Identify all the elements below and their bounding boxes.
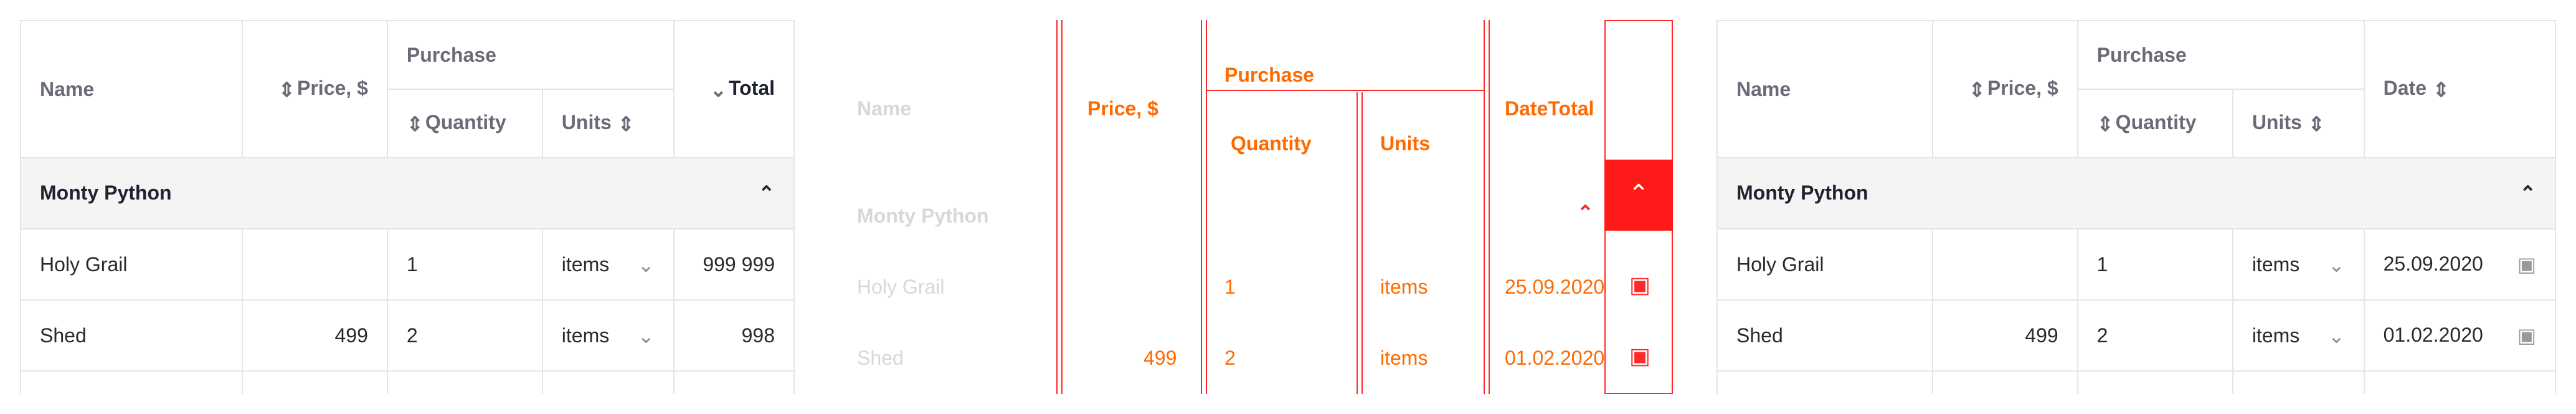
col-header-quantity[interactable]: ⇕Quantity xyxy=(387,89,542,158)
group-row[interactable]: Monty Python ⌃ xyxy=(1717,158,2555,229)
price-highlight: 499 xyxy=(1144,347,1177,369)
table-right xyxy=(1717,20,2556,394)
chevron-up-icon[interactable]: ⌃ xyxy=(1604,160,1673,231)
calendar-icon[interactable]: ▣ xyxy=(2517,324,2536,347)
col-header-total[interactable]: ⌄Total xyxy=(674,21,794,158)
chevron-up-icon[interactable]: ⌃ xyxy=(2519,182,2536,205)
data-table xyxy=(1717,20,2556,394)
col-header-quantity[interactable]: ⇕Quantity xyxy=(2078,89,2233,158)
date-total-header-highlight: DateTotal xyxy=(1505,97,1594,120)
chevron-down-icon: ⌄ xyxy=(637,253,655,276)
col-header-date[interactable]: Date ⇕ xyxy=(2364,21,2555,158)
cell-price xyxy=(242,229,387,300)
ghost-header-name: Name xyxy=(857,97,912,120)
table-row xyxy=(1717,300,2555,371)
sort-icon: ⇕ xyxy=(2096,112,2114,135)
sort-desc-icon: ⌄ xyxy=(709,78,727,101)
date-picker[interactable]: 01.02.2020 ▣ xyxy=(2364,300,2555,371)
cell-name: Shed xyxy=(21,300,242,371)
table-left xyxy=(20,20,795,394)
calendar-icon[interactable]: ▣ xyxy=(1629,272,1651,297)
cell-quantity[interactable]: 1 xyxy=(2078,229,2233,300)
table-row xyxy=(21,229,794,300)
quantity-header-highlight: Quantity xyxy=(1231,132,1312,155)
units-select[interactable]: items ⌄ xyxy=(2233,229,2364,300)
col-header-name[interactable]: Name xyxy=(21,21,242,158)
sort-icon: ⇕ xyxy=(1968,78,1986,101)
date-picker[interactable]: 25.09.2020 ▣ xyxy=(2364,229,2555,300)
col-header-name[interactable]: Name xyxy=(1717,21,1933,158)
col-group-purchase: Purchase xyxy=(2078,21,2364,89)
purchase-header-highlight: Purchase xyxy=(1224,64,1315,86)
cell-total: 998 xyxy=(674,300,794,371)
col-header-units[interactable]: Units ⇕ xyxy=(542,89,674,158)
col-header-price[interactable]: ⇕Price, $ xyxy=(1933,21,2078,158)
date-highlight: 01.02.2020 xyxy=(1505,347,1605,369)
cell-quantity[interactable]: 2 xyxy=(2078,300,2233,371)
quantity-highlight: 1 xyxy=(1224,276,1236,298)
ghost-row-name: Holy Grail xyxy=(857,276,945,298)
chevron-down-icon: ⌄ xyxy=(2327,253,2345,276)
group-row[interactable]: Monty Python ⌃ xyxy=(21,158,794,229)
cell-total: 999 999 xyxy=(674,229,794,300)
chevron-up-icon[interactable]: ⌃ xyxy=(758,182,775,205)
sort-icon: ⇕ xyxy=(278,78,295,101)
cell-quantity[interactable]: 2 xyxy=(387,300,542,371)
table-middle-highlight xyxy=(820,20,1692,394)
units-select[interactable]: items ⌄ xyxy=(542,300,674,371)
table-row xyxy=(1717,229,2555,300)
cell-price: 499 xyxy=(1933,300,2078,371)
quantity-highlight: 2 xyxy=(1224,347,1236,369)
ghost-row-name: Shed xyxy=(857,347,904,369)
cell-price xyxy=(1933,229,2078,300)
cell-name: Shed xyxy=(1717,300,1933,371)
calendar-icon[interactable]: ▣ xyxy=(1629,343,1651,368)
sort-icon: ⇕ xyxy=(2432,78,2450,101)
data-table xyxy=(20,20,795,394)
chevron-up-icon: ⌃ xyxy=(1577,201,1594,224)
ghost-group-label: Monty Python xyxy=(857,205,989,227)
sort-icon: ⇕ xyxy=(617,112,635,135)
table-row xyxy=(21,300,794,371)
units-select[interactable]: items ⌄ xyxy=(542,229,674,300)
date-highlight: 25.09.2020 xyxy=(1505,276,1605,298)
cell-price: 499 xyxy=(242,300,387,371)
chevron-down-icon: ⌄ xyxy=(637,324,655,347)
col-group-purchase: Purchase xyxy=(387,21,674,89)
chevron-down-icon: ⌄ xyxy=(2327,324,2345,347)
cell-quantity[interactable]: 1 xyxy=(387,229,542,300)
units-select[interactable]: items ⌄ xyxy=(2233,300,2364,371)
units-highlight: items xyxy=(1380,347,1428,369)
cell-name: Holy Grail xyxy=(21,229,242,300)
sort-icon: ⇕ xyxy=(406,112,424,135)
sort-icon: ⇕ xyxy=(2308,112,2325,135)
calendar-icon[interactable]: ▣ xyxy=(2517,253,2536,276)
cell-name: Holy Grail xyxy=(1717,229,1933,300)
col-header-price[interactable]: ⇕Price, $ xyxy=(242,21,387,158)
col-header-units[interactable]: Units ⇕ xyxy=(2233,89,2364,158)
price-header-highlight: Price, $ xyxy=(1087,97,1158,120)
units-header-highlight: Units xyxy=(1380,132,1430,155)
units-highlight: items xyxy=(1380,276,1428,298)
